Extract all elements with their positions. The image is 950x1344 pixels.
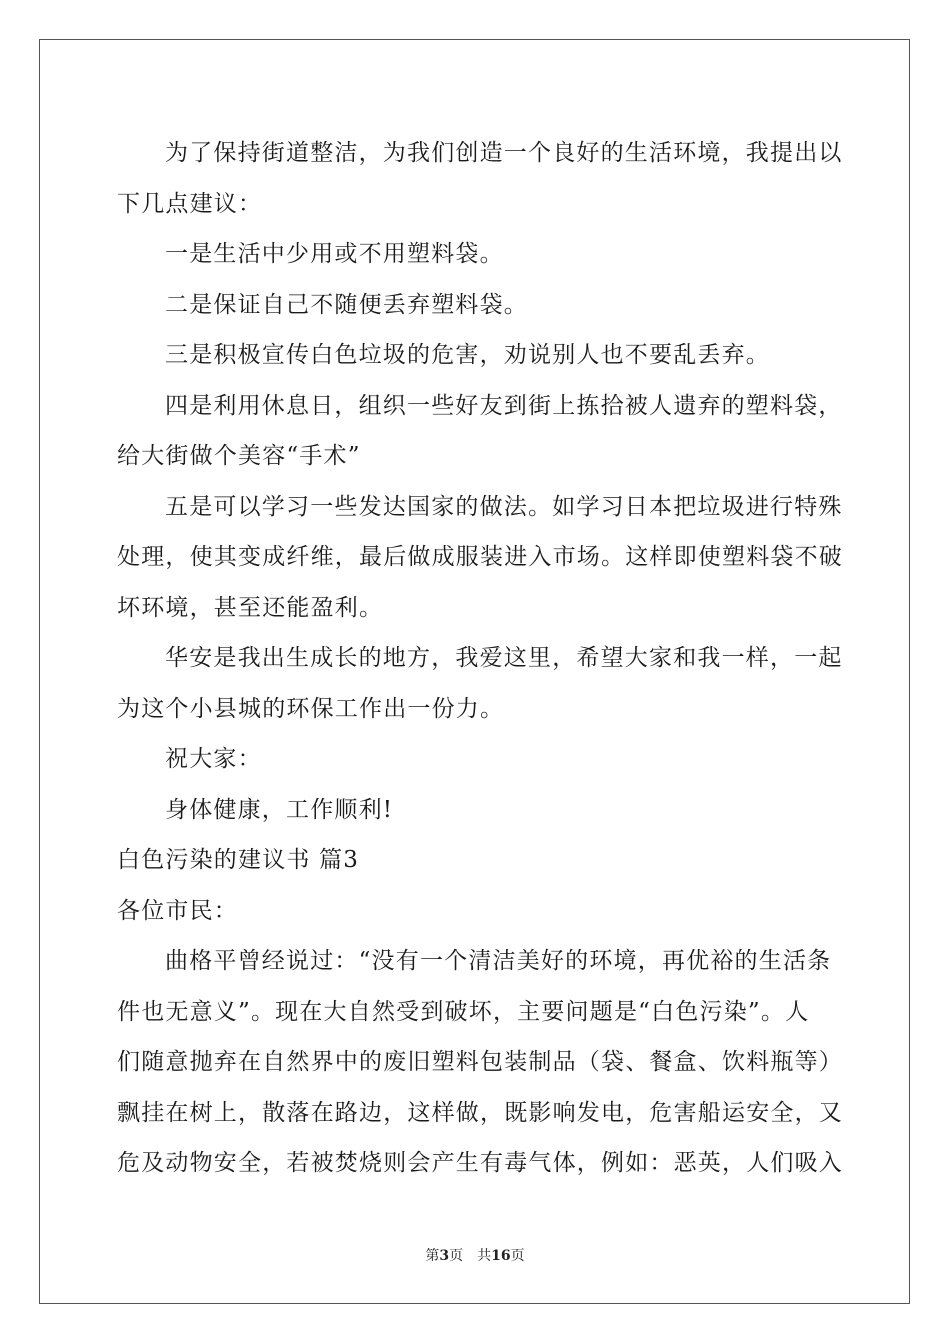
- text-line: 曲格平曾经说过：“没有一个清洁美好的环境，再优裕的生活条: [165, 948, 832, 974]
- text-line: 三是积极宣传白色垃圾的危害，劝说别人也不要乱丢弃。: [165, 342, 770, 368]
- text-line: 二是保证自己不随便丢弃塑料袋。: [165, 291, 528, 318]
- text-line: 们随意抛弃在自然界中的废旧塑料包装制品（袋、餐盒、饮料瓶等）: [117, 1049, 843, 1075]
- text-line: 坏环境，甚至还能盈利。: [117, 594, 384, 621]
- text-line: 身体健康，工作顺利!: [165, 796, 394, 823]
- text-line: 四是利用休息日，组织一些好友到街上拣拾被人遗弃的塑料袋，: [165, 392, 843, 419]
- text-line: 白色污染的建议书 篇3: [117, 847, 360, 873]
- text-line: 五是可以学习一些发达国家的做法。如学习日本把垃圾进行特殊: [165, 493, 843, 520]
- footer-suffix: 页: [510, 1248, 525, 1264]
- text-line: 给大街做个美容“手术”: [117, 443, 361, 469]
- text-line: 各位市民：: [117, 897, 238, 924]
- text-line: 一是生活中少用或不用塑料袋。: [165, 241, 504, 267]
- text-line: 祝大家：: [165, 746, 262, 772]
- footer-page-number: 3: [439, 1248, 450, 1264]
- text-line: 下几点建议：: [117, 190, 263, 217]
- text-line: 飘挂在树上，散落在路边，这样做，既影响发电，危害船运安全，又: [117, 1099, 843, 1126]
- text-line: 处理，使其变成纤维，最后做成服装进入市场。这样即使塑料袋不破: [117, 544, 843, 570]
- text-line: 为了保持街道整洁，为我们创造一个良好的生活环境，我提出以: [165, 140, 843, 166]
- text-line: 华安是我出生成长的地方，我爱这里，希望大家和我一样，一起: [165, 645, 843, 671]
- footer-mid: 页 共: [449, 1248, 492, 1264]
- footer-prefix: 第: [425, 1248, 440, 1264]
- text-line: 为这个小县城的环保工作出一份力。: [117, 695, 505, 722]
- text-line: 件也无意义”。现在大自然受到破坏，主要问题是“白色污染”。人: [117, 998, 810, 1025]
- page-footer: [0, 1245, 950, 1265]
- footer-total-pages: 16: [491, 1248, 511, 1264]
- text-line: 危及动物安全，若被焚烧则会产生有毒气体，例如：恶英，人们吸入: [117, 1150, 843, 1176]
- document-body: [117, 128, 843, 1189]
